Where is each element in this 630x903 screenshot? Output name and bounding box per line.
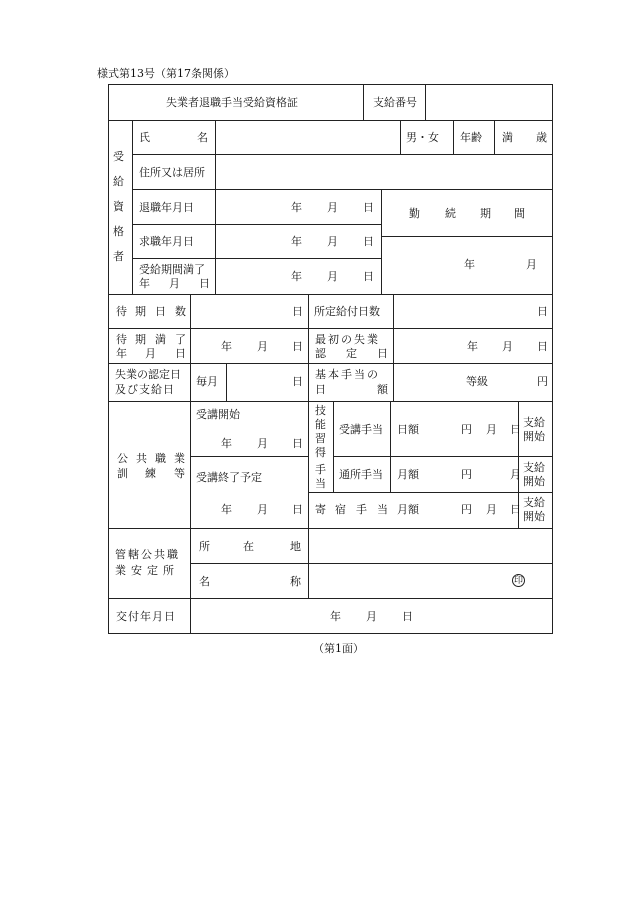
waiting-end-label-year: 年: [116, 347, 127, 360]
boarding-label-1: 寄: [315, 503, 326, 516]
service-period-label-2: 続: [445, 207, 456, 220]
tuition-month: 月: [486, 423, 497, 436]
applicant-group-label-1: 受: [113, 150, 124, 163]
training-label-1a: 公: [117, 452, 128, 465]
seal-label: 印: [514, 576, 524, 586]
commute-allowance-label: 通所手当: [339, 468, 383, 481]
training-end-year: 年: [221, 503, 232, 516]
basic-allowance-label-1: 基本手当の: [315, 368, 380, 381]
monthly-label: 毎月: [196, 375, 218, 388]
training-end-day: 日: [292, 503, 303, 516]
first-certification-label-2a: 認: [315, 347, 326, 360]
training-start-year: 年: [221, 437, 232, 450]
waiting-end-label-day: 日: [175, 347, 186, 360]
service-period-label-4: 間: [514, 207, 525, 220]
office-name-label-1: 名: [199, 575, 210, 588]
service-period-label-1: 勤: [409, 207, 420, 220]
waiting-days-label-1: 待: [116, 305, 127, 318]
training-end-label: 受講終了予定: [196, 471, 262, 484]
grade-label: 等級: [466, 375, 488, 388]
waiting-days-label-2: 期: [135, 305, 146, 318]
retirement-day: 日: [363, 201, 374, 214]
waiting-end-year: 年: [221, 340, 232, 353]
training-label-1b: 共: [136, 452, 147, 465]
age-unit-1: 満: [502, 131, 513, 144]
waiting-end-label-2: 期: [135, 333, 146, 346]
commute-month: 月: [510, 468, 521, 481]
applicant-group-label-4: 格: [113, 225, 124, 238]
waiting-end-label-3: 満: [155, 333, 166, 346]
skill-label-3: 習: [315, 432, 326, 445]
issue-date-label: 交付年月日: [116, 610, 176, 623]
tuition-allowance-label: 受講手当: [339, 423, 383, 436]
first-certification-label-2c: 日: [377, 347, 388, 360]
period-expiry-month: 月: [327, 270, 338, 283]
training-start-day: 日: [292, 437, 303, 450]
tuition-daily-label: 日額: [397, 423, 419, 436]
boarding-pay-start-2: 開始: [523, 510, 545, 523]
basic-allowance-label-2a: 日: [315, 383, 326, 396]
retirement-year: 年: [291, 201, 302, 214]
certification-day-unit: 日: [292, 375, 303, 388]
period-expiry-label-day: 日: [199, 277, 210, 290]
commute-monthly-label: 月額: [397, 468, 419, 481]
waiting-end-day: 日: [292, 340, 303, 353]
certification-label-2: 及び支給日: [115, 383, 175, 396]
prescribed-days-unit: 日: [537, 305, 548, 318]
payment-number-label: 支給番号: [373, 96, 417, 109]
commute-pay-start-2: 開始: [523, 475, 545, 488]
job-application-date-label: 求職年月日: [139, 235, 194, 248]
period-expiry-label-1: 受給期間満了: [139, 263, 205, 276]
job-application-month: 月: [327, 235, 338, 248]
training-label-1d: 業: [174, 452, 185, 465]
retirement-date-label: 退職年月日: [139, 201, 194, 214]
service-months: 月: [526, 258, 537, 271]
location-label-1: 所: [199, 540, 210, 553]
skill-label-4: 得: [315, 446, 326, 459]
boarding-label-3: 手: [356, 503, 367, 516]
issue-year: 年: [330, 610, 341, 623]
waiting-end-month: 月: [257, 340, 268, 353]
first-certification-month: 月: [502, 340, 513, 353]
tuition-yen: 円: [461, 423, 472, 436]
boarding-label-2: 宿: [335, 503, 346, 516]
name-label-2: 名: [197, 131, 208, 144]
tuition-pay-start-2: 開始: [523, 430, 545, 443]
job-application-year: 年: [291, 235, 302, 248]
tuition-pay-start-1: 支給: [523, 416, 545, 429]
period-expiry-year: 年: [291, 270, 302, 283]
retirement-month: 月: [327, 201, 338, 214]
issue-month: 月: [366, 610, 377, 623]
service-period-label-3: 期: [480, 207, 491, 220]
first-certification-label-2b: 定: [346, 347, 357, 360]
age-unit-2: 歳: [536, 131, 547, 144]
applicant-group-label-5: 者: [113, 250, 124, 263]
skill-label-6: 当: [315, 477, 326, 490]
basic-allowance-label-2b: 額: [377, 383, 388, 396]
issue-day: 日: [402, 610, 413, 623]
training-label-2a: 訓: [117, 467, 128, 480]
office-label-2: 業安定所: [115, 564, 179, 577]
prescribed-days-label: 所定給付日数: [314, 305, 380, 318]
boarding-pay-start-1: 支給: [523, 496, 545, 509]
address-label: 住所又は居所: [139, 166, 205, 179]
training-end-month: 月: [257, 503, 268, 516]
commute-pay-start-1: 支給: [523, 461, 545, 474]
office-label-1: 管轄公共職: [115, 548, 180, 561]
skill-label-1: 技: [315, 404, 326, 417]
yen-unit: 円: [537, 375, 548, 388]
training-label-1c: 職: [155, 452, 166, 465]
first-certification-label-1: 最初の失業: [315, 333, 380, 346]
gender-options: 男・女: [406, 131, 439, 144]
boarding-day: 日: [510, 503, 521, 516]
training-label-2c: 等: [174, 467, 185, 480]
location-label-2: 在: [243, 540, 254, 553]
job-application-day: 日: [363, 235, 374, 248]
applicant-group-label-3: 資: [113, 200, 124, 213]
waiting-end-label-1: 待: [116, 333, 127, 346]
waiting-days-unit: 日: [292, 305, 303, 318]
skill-label-5: 手: [315, 463, 326, 476]
boarding-monthly-label: 月額: [397, 503, 419, 516]
waiting-end-label-month: 月: [145, 347, 156, 360]
first-certification-year: 年: [467, 340, 478, 353]
document-title: 失業者退職手当受給資格証: [166, 96, 298, 109]
form-number-label: 様式第13号（第17条関係）: [97, 67, 235, 80]
first-certification-day: 日: [537, 340, 548, 353]
page-footer: （第1面）: [313, 642, 364, 655]
tuition-day: 日: [510, 423, 521, 436]
name-label-1: 氏: [139, 131, 150, 144]
location-label-3: 地: [290, 540, 301, 553]
applicant-group-label-2: 給: [113, 175, 124, 188]
skill-label-2: 能: [315, 418, 326, 431]
training-start-month: 月: [257, 437, 268, 450]
commute-yen: 円: [461, 468, 472, 481]
boarding-month: 月: [486, 503, 497, 516]
boarding-yen: 円: [461, 503, 472, 516]
period-expiry-label-year: 年: [139, 277, 150, 290]
waiting-end-label-4: 了: [175, 333, 186, 346]
waiting-days-label-4: 数: [175, 305, 186, 318]
training-start-label: 受講開始: [196, 408, 240, 421]
service-years: 年: [464, 258, 475, 271]
office-name-label-2: 称: [290, 575, 301, 588]
training-label-2b: 練: [145, 467, 156, 480]
period-expiry-day: 日: [363, 270, 374, 283]
boarding-label-4: 当: [377, 503, 388, 516]
waiting-days-label-3: 日: [155, 305, 166, 318]
certification-label-1: 失業の認定日: [115, 368, 181, 381]
period-expiry-label-month: 月: [169, 277, 180, 290]
age-label: 年齢: [460, 131, 482, 144]
